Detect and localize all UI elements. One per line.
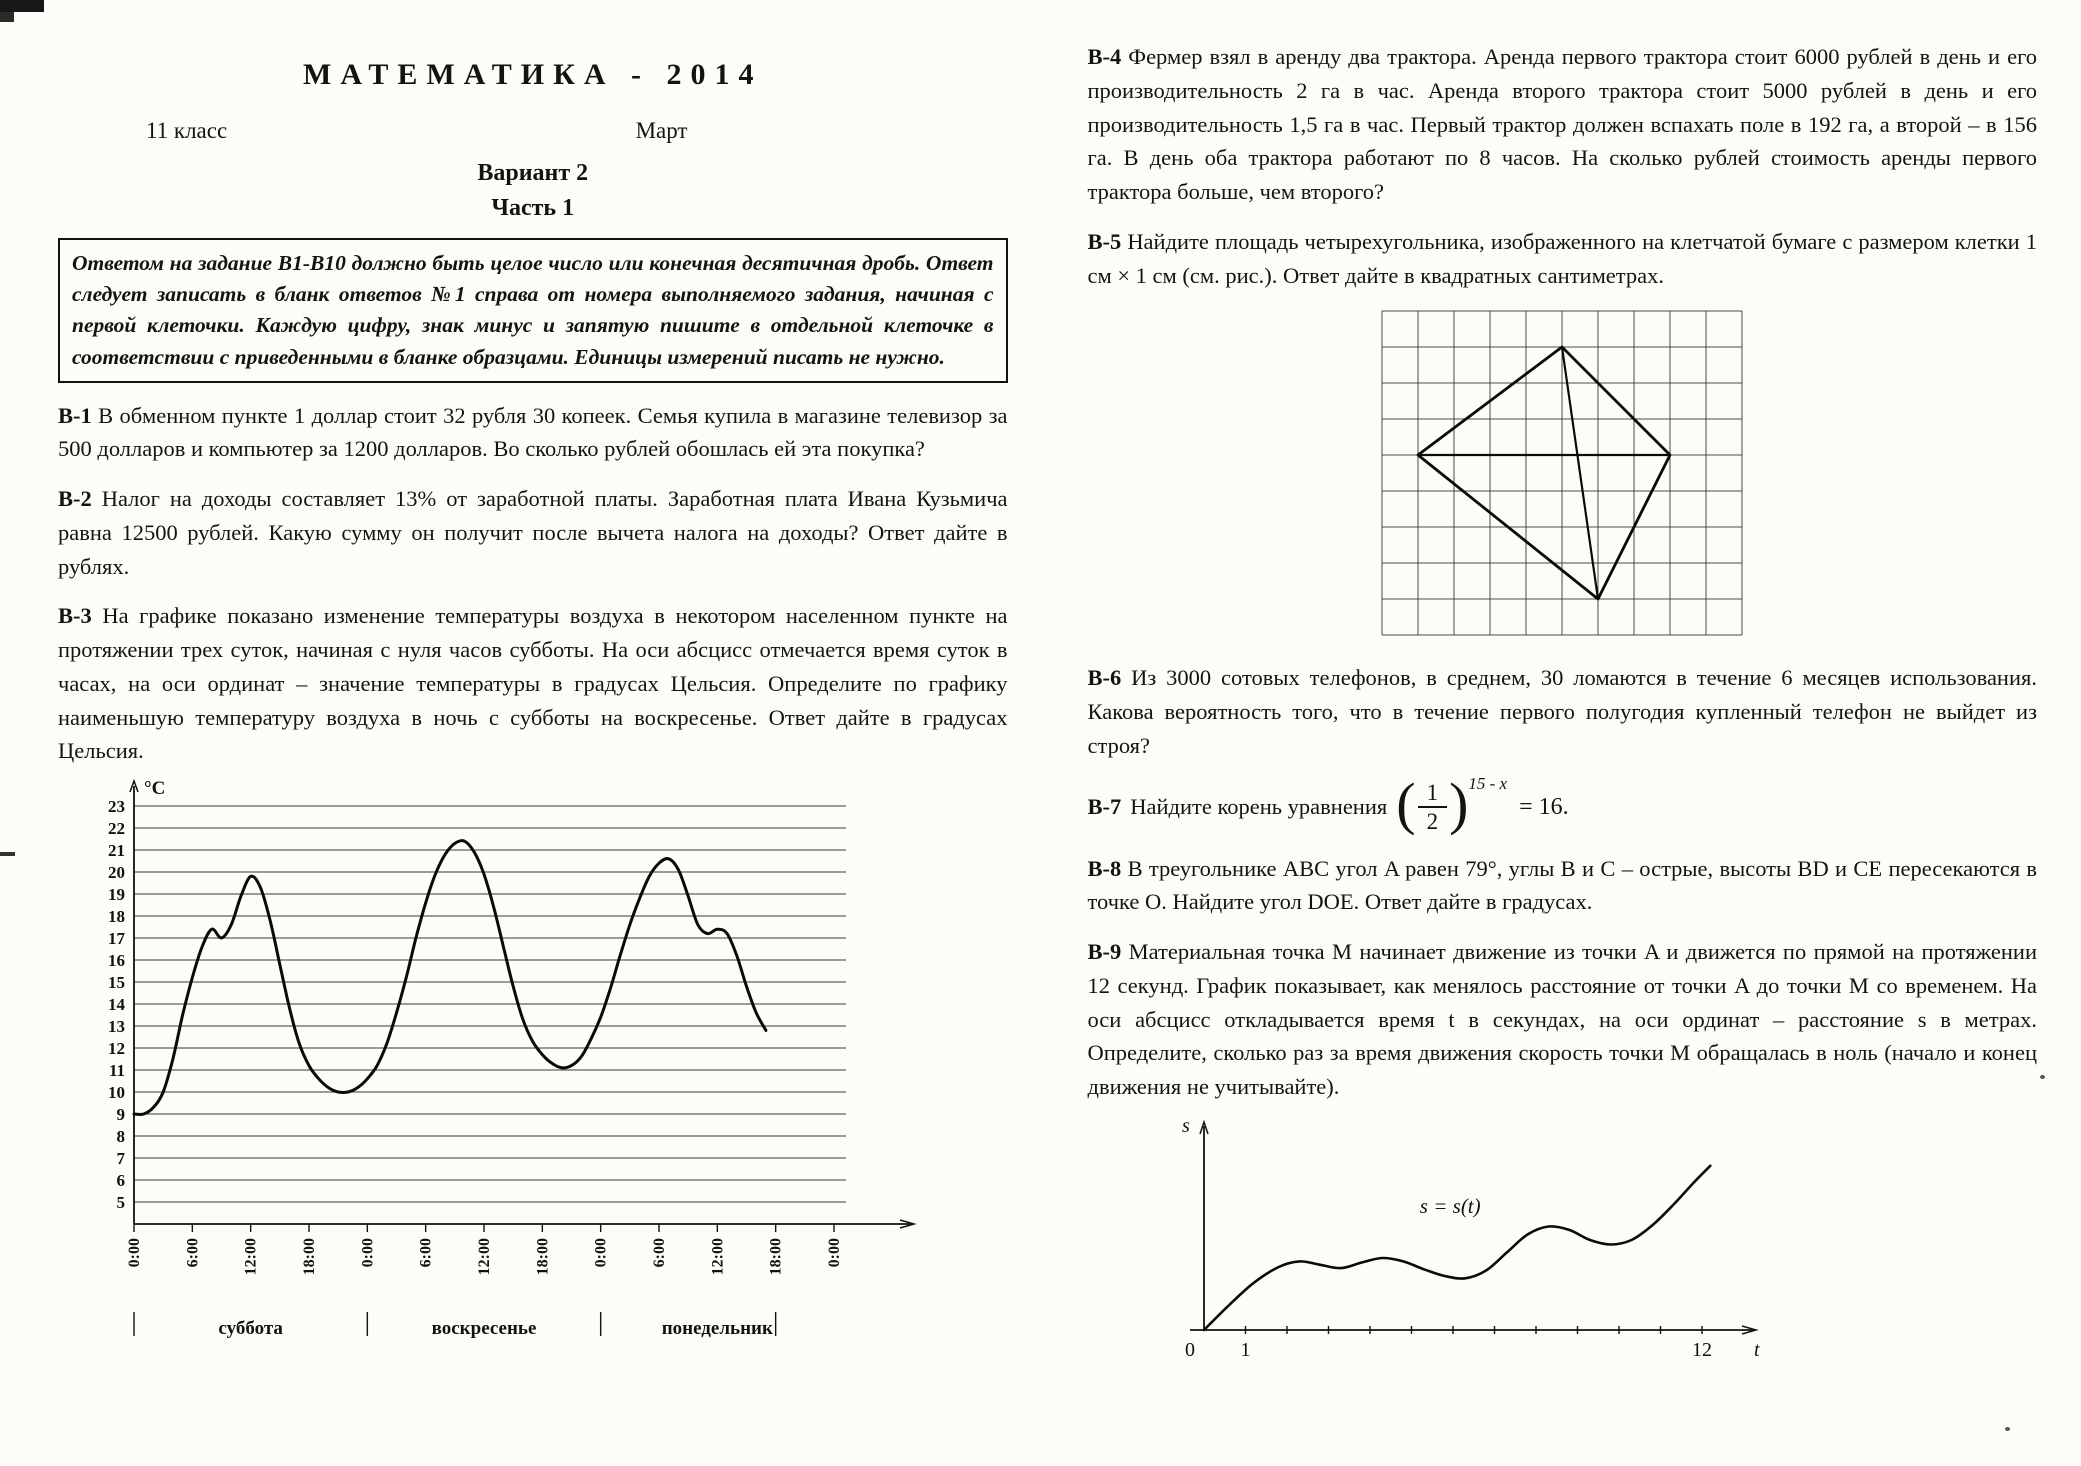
svg-text:s: s [1181,1114,1190,1137]
problem-b6-text: Из 3000 сотовых телефонов, в среднем, 30 ломаются в течение 6 месяцев использования. Какова вероятность того, что в течение первого полугодия купленный телефон не выйдет из строя? [1087,665,2037,758]
svg-text:6: 6 [116,1171,125,1191]
svg-text:6:00: 6:00 [651,1238,668,1268]
problem-b8 [1088,852,2038,920]
problem-b5 [1088,225,2038,293]
equation-b7 [1396,770,1569,836]
svg-text:10: 10 [108,1083,125,1103]
month-label: Март [635,118,688,143]
svg-text:понедельник: понедельник [661,1318,773,1340]
problem-b9-label: В-9 [1087,939,1122,965]
svg-text:5: 5 [116,1193,125,1213]
problem-b6-label: В-6 [1087,665,1122,691]
fraction-denominator: 2 [1426,809,1439,835]
problem-b3-text: На графике показано изменение температуры воздуха в некотором населенном пункте на протяжении трех суток, начиная с нуля часов субботы. На оси абсцисс отмечается время суток в часах, на оси ординат – значение температуры в градусах Цельсия. Определите по графику наименьшую температуру воздуха в ночь с субботы на воскресенье. Ответ дайте в градусах Цельсия. [58,603,1008,764]
svg-text:12: 12 [1691,1338,1712,1361]
svg-text:0:00: 0:00 [826,1238,843,1268]
problem-b2-label: В-2 [58,486,92,512]
scan-artifact [0,852,15,856]
svg-text:14: 14 [108,995,125,1015]
quadrilateral-figure [1088,306,2038,645]
right-column [1088,34,2038,1446]
page-title: МАТЕМАТИКА - 2014 [303,58,763,91]
svg-text:12:00: 12:00 [476,1238,493,1276]
svg-text:18:00: 18:00 [534,1238,552,1276]
part-label: Часть 1 [491,195,575,221]
svg-text:°C: °C [144,778,166,800]
problem-b5-label: В-5 [1087,228,1122,254]
problem-b6 [1088,661,2038,762]
problem-b1 [58,399,1008,467]
svg-text:12: 12 [108,1039,125,1059]
problem-b2 [58,482,1008,583]
close-paren: ) [1449,770,1469,836]
svg-text:19: 19 [108,885,125,905]
svg-text:0: 0 [1184,1338,1195,1361]
svg-text:12:00: 12:00 [242,1238,260,1276]
problem-b8-text: В треугольнике ABC угол A равен 79°, углы B и C – острые, высоты BD и CE пересекаются в точке O. Найдите угол DOE. Ответ дайте в градусах. [1087,855,2037,915]
problem-b5-text: Найдите площадь четырехугольника, изображенного на клетчатой бумаге с размером клетки 1 см × 1 см (см. рис.). Ответ дайте в квадратных сантиметрах. [1087,228,2037,288]
grade-label: 11 класс [146,118,228,143]
problem-b7-label: В-7 [1087,794,1122,820]
problem-b2-text: Налог на доходы составляет 13% от заработной платы. Заработная плата Ивана Кузьмича равна 12500 рублей. Какую сумму он получит после вычета налога на доходы? Ответ дайте в рублях. [58,486,1008,579]
problem-b3-label: В-3 [58,603,92,629]
svg-text:7: 7 [116,1149,125,1169]
problem-b7 [1087,770,2038,836]
svg-text:15: 15 [108,973,125,993]
svg-text:23: 23 [108,797,125,817]
scan-artifact [2005,1427,2010,1431]
quadrilateral-grid [1377,306,1747,645]
svg-text:воскресенье: воскресенье [431,1318,537,1340]
svg-text:8: 8 [116,1127,125,1147]
problem-b4 [1088,40,2038,209]
fraction-numerator: 1 [1418,779,1448,809]
svg-text:21: 21 [108,841,125,861]
svg-text:18:00: 18:00 [767,1238,785,1276]
svg-text:13: 13 [108,1017,125,1037]
svg-text:0:00: 0:00 [126,1238,143,1268]
problem-b4-label: В-4 [1087,44,1122,69]
svg-text:0:00: 0:00 [359,1238,377,1268]
left-column [58,34,1008,1446]
scan-artifact [0,12,14,22]
problem-b9 [1088,935,2038,1104]
svg-text:16: 16 [108,951,125,971]
svg-text:9: 9 [116,1105,125,1125]
open-paren: ( [1396,770,1416,836]
fraction [1418,779,1448,836]
scan-artifact [0,0,44,12]
svg-text:1: 1 [1240,1338,1250,1361]
svg-text:суббота: суббота [218,1318,283,1340]
problem-b3 [58,599,1008,768]
variant-label: Вариант 2 [477,160,589,186]
problem-b1-text: В обменном пункте 1 доллар стоит 32 рубля 30 копеек. Семья купила в магазине телевизор за 500 долларов и компьютер за 1200 долларов. Во сколько рублей обошлась ей эта покупка? [58,402,1008,462]
scan-artifact [2040,1075,2045,1079]
svg-text:18: 18 [108,907,125,927]
meta-row [58,92,1008,144]
svg-text:t: t [1753,1338,1760,1361]
svg-text:20: 20 [108,863,125,883]
instructions-box: Ответом на задание В1-В10 должно быть целое число или конечная десятичная дробь. Ответ следует записать в бланк ответов №1 справа от номера выполняемого задания, начиная с первой клеточки. Каждую цифру, знак минус и запятую пишите в отдельной клеточке в соответствии с приведенными в бланке образцами. Единицы измерений писать не нужно. [58,238,1008,383]
svg-text:6:00: 6:00 [417,1238,435,1268]
temperature-chart [72,776,1008,1363]
problem-b1-label: В-1 [58,402,92,428]
svg-text:6:00: 6:00 [184,1238,202,1268]
svg-text:22: 22 [108,819,125,839]
problem-b4-text: Фермер взял в аренду два трактора. Аренда первого трактора стоит 6000 рублей в день и его производительность 2 га в час. Аренда второго трактора стоит 5000 рублей в день и его производительность 1,5 га в час. Первый трактор должен вспахать поле в 192 га, а второй – в 156 га. В день оба трактора работают по 8 часов. На сколько рублей стоимость аренды первого трактора больше, чем второго? [1087,44,2038,204]
problem-b8-label: В-8 [1087,855,1122,881]
problem-b9-text: Материальная точка M начинает движение из точки A и движется по прямой на протяжении 12 секунд. График показывает, как менялось расстояние от точки A до точки M со временем. На оси абсцисс откладывается время t в секундах, на оси ординат – расстояние s в метрах. Определите, сколько раз за время движения скорость точки M обращалась в ноль (начало и конец движения не учитывайте). [1087,939,2037,1100]
equation-exponent: 15 - x [1468,773,1508,793]
svg-text:18:00: 18:00 [301,1238,318,1276]
problem-b7-prefix: Найдите корень уравнения [1130,794,1388,820]
svg-text:s = s(t): s = s(t) [1419,1193,1481,1218]
svg-text:12:00: 12:00 [709,1238,727,1276]
equation-rhs: = 16. [1519,794,1569,821]
svg-text:17: 17 [108,929,125,949]
motion-graph [1158,1110,2038,1377]
svg-text:0:00: 0:00 [592,1238,610,1268]
svg-text:11: 11 [108,1061,125,1081]
